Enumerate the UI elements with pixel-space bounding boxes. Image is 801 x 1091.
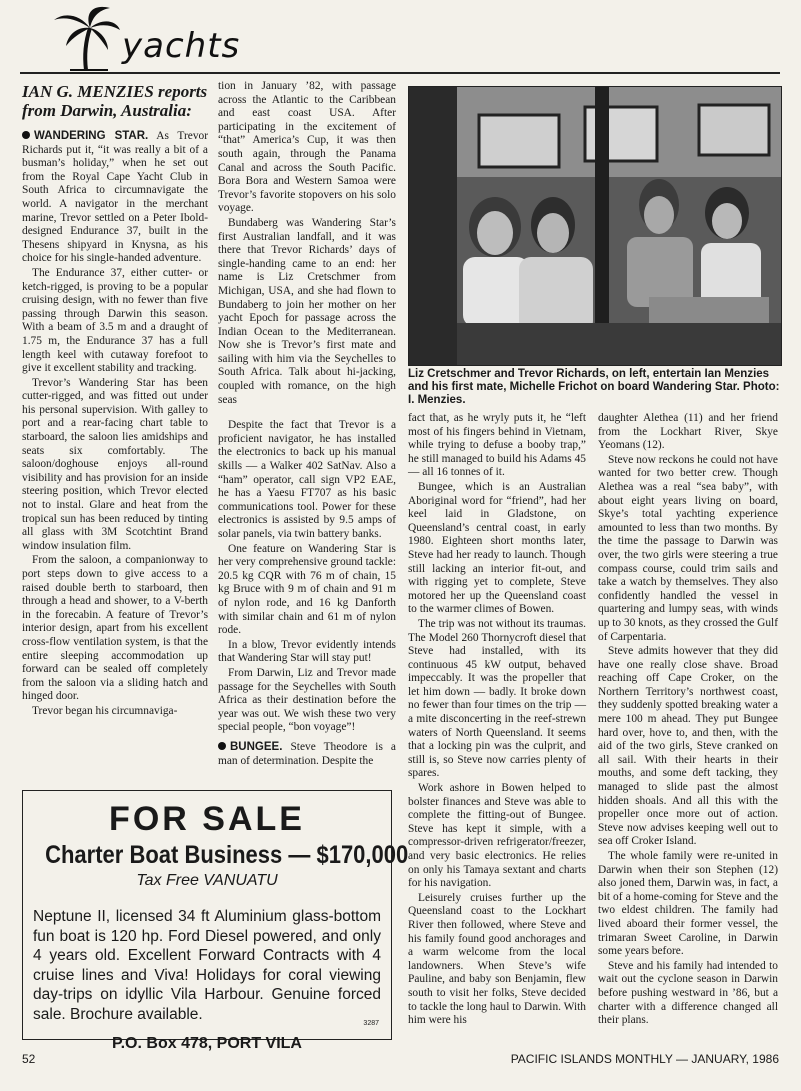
paragraph: One feature on Wandering Star is her very comprehensive ground tackle: 20.5 kg CQR with 76 m of chain, 15 kg Bruce with 9 m of chain and 91 m of nylon rode, and 16 kg Danforth with similar chain and 61 m of nylon rode. [218, 542, 396, 637]
paragraph: Bundaberg was Wandering Star’s first Australian landfall, and it was there that Trevor Richards’ days of single-handing came to an end: her name is Liz Cretschmer from Michigan, USA, and she had flown to Bundaberg to join her mother on her yacht Epoch for passage across the Indian Ocean to the Mediterranean. Now she is Trevor’s first mate and sailing with him via the Seychelles to South Africa. Talk about hi-jacking, coupled with romance, on the high seas [218, 216, 396, 406]
bullet-icon [22, 131, 30, 139]
paragraph: Despite the fact that Trevor is a proficient navigator, he has installed the electronics to back up his manual skills — a Walker 402 SatNav. Also a “ham” operator, call sign VP2 EAE, he has a Yaesu FT707 as his basic communications tool. Power for these electronics is assisted by 9.5 amps of solar panels, via twin battery banks. [218, 419, 396, 540]
section-title: yachts [122, 26, 241, 66]
paragraph-text: Steve Theodore is a man of determination. Despite the [218, 740, 396, 767]
paragraph: Bungee, which is an Australian Aboriginal word for “friend”, had her keel laid in Gladstone, on Queensland’s central coast, in early 1980. Eighteen short months later, Steve had her ready to launch. Though still lacking an interior fit-out, and with rigging yet to complete, Steve motored her up the Queensland coast to the warmer climes of Bowen. [408, 480, 586, 616]
header-rule [20, 72, 780, 74]
paragraph: In a blow, Trevor evidently intends that Wandering Star will stay put! [218, 638, 396, 665]
paragraph [218, 741, 396, 768]
paragraph: Trevor began his circumnaviga- [32, 704, 178, 717]
paragraph-text: As Trevor Richards put it, “it was really a bit of a busman’s holiday,” when he set out from the Royal Cape Yacht Club in South Africa to circumnavigate the world. A navigator in the merchant marine, Trevor settled on a Peter Ibold-designed Endurance 37, built in the Thesens shipyard in Knysna, as his choice for his single-handed adventure. [22, 130, 208, 265]
bullet-icon [218, 742, 226, 750]
paragraph: The Endurance 37, either cutter- or ketch-rigged, is proving to be a popular cruising design, with no fewer than five passing through Darwin this season. With a beam of 3.5 m and a draught of 1.75 m, the Endurance 37 has a full length keel with cutaway forefoot to give it excellent stability and tracking. [22, 266, 208, 375]
ad-title: FOR SALE [109, 800, 305, 838]
paragraph [22, 130, 208, 266]
paragraph: The whole family were re-united in Darwin when their son Stephen (12) also joned them, Darwin was, in fact, a bit of a home-coming for Steve and the two eldest children. The family had lived aboard their former vessel, the trimaran Sweet Caroline, in Darwin some years before. [598, 850, 778, 958]
palm-tree-icon [50, 4, 122, 72]
article-column-2 [218, 80, 396, 769]
paragraph: Leisurely cruises further up the Queensland coast to the Lockhart River then followed, where Steve and his family found good anchorages and a warm welcome from the local landowners. When Steve’s wife Pauline, and baby son Benjamin, flew south to visit her folks, Steve decided to tackle the long haul to Darwin. With him were his [408, 891, 586, 1027]
page-number: 52 [22, 1052, 36, 1066]
paragraph: The trip was not without its traumas. The Model 260 Thornycroft diesel that Steve had installed, with its continuous 45 kW output, behaved impeccably. It was the propeller that let him down — badly. It broke down no fewer than four times on the trip — a mite disconcerting in the reef-strewn waters of North Queensland. It seems that a locking pin was the culprit, and still is, so Steve now carries plenty of spares. [408, 617, 586, 780]
article-column-4 [598, 412, 778, 1029]
paragraph: tion in January ’82, with passage across the Atlantic to the Caribbean and east coast USA. After participating in the excitement of “that” America’s Cup, it was then south again, through the Panama Canal and across the South Pacific. Bora Bora and Western Samoa were Trevor’s favorite stopovers on his solo voyage. [218, 80, 396, 215]
ad-code: 3287 [363, 1020, 379, 1027]
classified-ad [22, 790, 409, 1052]
kicker: WANDERING STAR. [34, 130, 149, 142]
paragraph: Work ashore in Bowen helped to bolster finances and Steve was able to complete the fitting-out of Bungee. Steve has kept it simple, with a compressor-driven refrigerator/freezer, and very basic electronics. He relies on only his Tamaya sextant and charts for his navigation. [408, 782, 586, 890]
ad-address: P.O. Box 478, PORT VILA [112, 1035, 302, 1052]
ad-body: Neptune II, licensed 34 ft Aluminium glass-bottom fun boat is 120 hp. Ford Diesel powered, and only 4 years old. Excellent Forward Contracts with 4 cruise lines and Viva! Holidays for coral viewing day-trips on idyllic Vila Harbour. Genuine forced sale. Brochure available. [33, 908, 381, 1023]
paragraph: daughter Alethea (11) and her friend from the Lockhart River, Skye Yeomans (12). [598, 412, 778, 452]
paragraph: Steve and his family had intended to wait out the cyclone season in Darwin before pushing westward in ’86, but a charter with a difference changed all their plans. [598, 959, 778, 1027]
photo-illustration [409, 87, 781, 365]
ad-subtitle: Charter Boat Business — $170,000 [45, 841, 409, 869]
photo-caption: Liz Cretschmer and Trevor Richards, on left, entertain Ian Menzies and his first mate, Michelle Frichot on board Wandering Star. Photo: I. Menzies. [408, 368, 780, 406]
article-column-3 [408, 412, 586, 1029]
paragraph: Steve now reckons he could not have wanted for two better crew. Though Alethea was a real “sea baby”, with about eight years living on board, Skye’s total yachting experience amounted to less than two months. By the time the passage to Darwin was over, the two girls were steering a true compass course, could trim sails and take a watch by themselves. They also confidently handled the vessel in quartering and lumpy seas, with winds up to 30 knots, as they crossed the Gulf of Carpentaria. [598, 453, 779, 643]
byline: IAN G. MENZIES reports from Darwin, Australia: [22, 82, 208, 120]
paragraph: Trevor’s Wandering Star has been cutter-rigged, and was fitted out under his personal supervision. With galley to port and a rear-facing chart table to starboard, the saloon lies amidships and seats six comfortably. The saloon/doghouse enjoys all-round visibility and has provision for an inside steering position, which Trevor elected not to instal. Glare and heat from the tropical sun has been reduced by tinting all glass with 3M Scotchtint Brand window insulation film. [22, 376, 208, 552]
paragraph: fact that, as he wryly puts it, he “left most of his fingers behind in Vietnam, while trying to defuse a booby trap,” he still managed to build his Adams 45 — all 16 tonnes of it. [408, 412, 586, 479]
kicker: BUNGEE. [230, 740, 283, 753]
photo [408, 86, 782, 366]
paragraph: From the saloon, a companionway to port steps down to give access to a raised double berth to starboard, then through a head and shower, to a V-berth in the forecabin. A feature of Trevor’s interior design, apart from his excellent cross-flow ventilation system, is that the entire sleeping accommodation up forward can be sealed off completely from the saloon via a sliding hatch and hinged door. [22, 554, 208, 703]
ad-tax-line: Tax Free VANUATU [136, 872, 278, 889]
article-column-1 [22, 80, 208, 720]
paragraph: From Darwin, Liz and Trevor made passage for the Seychelles with South Africa as their destination before the year was out. We wish these two very special people, “bon voyage”! [218, 666, 396, 734]
paragraph: Steve admits however that they did have one really close shave. Broad reaching off Cape Croker, on the Northern Territory’s northwest coast, they suddenly spotted breaking water a mere 100 m ahead. They put Bungee hard over, hove to, and then, with the aid of the two girls, Steve cranked on all sail. With their hearts in their mouths, and some deft tacking, they managed to slide past the almost hidden shoals. And all this with the propeller once more out of action. Steve now advises keeping well out to sea off Croker Island. [598, 645, 778, 848]
magazine-footer: PACIFIC ISLANDS MONTHLY — JANUARY, 1986 [510, 1052, 779, 1066]
section-header [20, 4, 780, 74]
